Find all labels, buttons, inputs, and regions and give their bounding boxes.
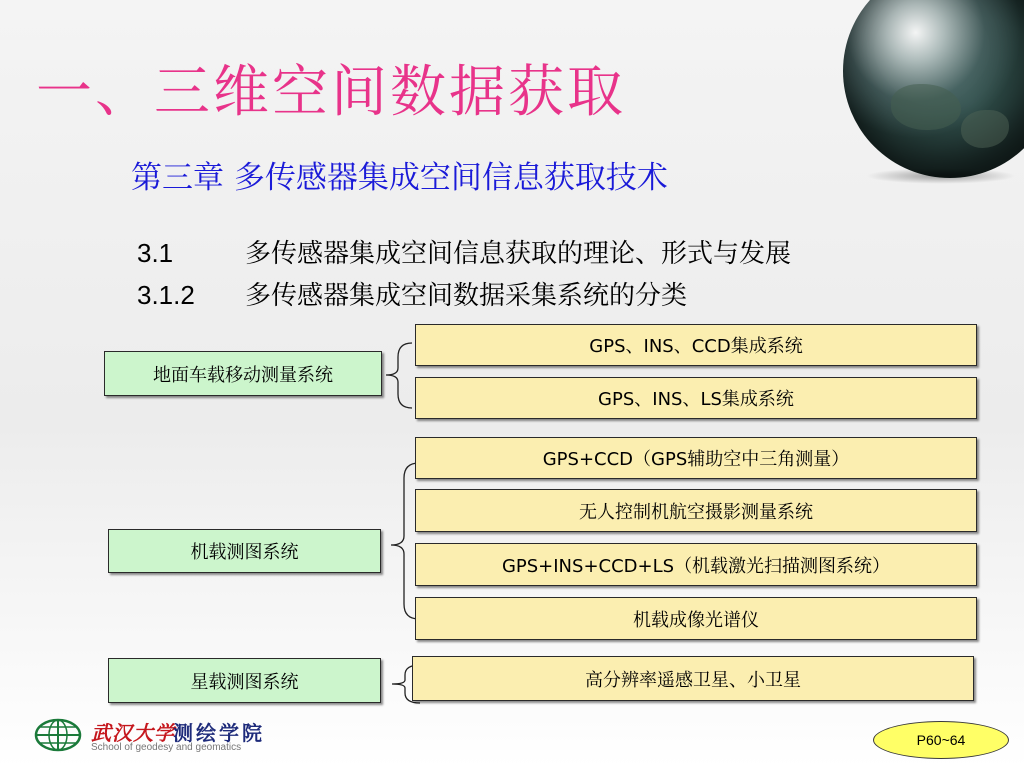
system-item: GPS+CCD（GPS辅助空中三角测量）: [415, 437, 977, 479]
slide-title: 一、三维空间数据获取: [36, 60, 626, 125]
page-reference-badge: P60~64: [873, 721, 1009, 759]
university-logo: [34, 716, 294, 756]
section-text: 多传感器集成空间数据采集系统的分类: [245, 281, 688, 311]
category-ground-vehicle: 地面车载移动测量系统: [104, 351, 382, 396]
system-item: 机载成像光谱仪: [415, 597, 977, 640]
logo-university-name: 武汉大学: [91, 721, 175, 745]
section-number: 3.1: [137, 238, 174, 268]
brace-airborne: [391, 463, 419, 619]
system-item: 高分辨率遥感卫星、小卫星: [412, 656, 974, 701]
system-item: GPS、INS、LS集成系统: [415, 377, 977, 419]
chapter-heading: 第三章 多传感器集成空间信息获取技术: [131, 160, 668, 196]
system-item: GPS、INS、CCD集成系统: [415, 324, 977, 366]
system-item: GPS+INS+CCD+LS（机载激光扫描测图系统）: [415, 543, 977, 586]
university-logo-icon: [34, 718, 82, 752]
section-number: 3.1.2: [137, 280, 195, 310]
brace-ground: [386, 343, 412, 408]
section-text: 多传感器集成空间信息获取的理论、形式与发展: [245, 239, 792, 269]
system-item: 无人控制机航空摄影测量系统: [415, 489, 977, 532]
logo-school-name: 测绘学院: [173, 721, 265, 745]
logo-english-name: School of geodesy and geomatics: [91, 742, 242, 753]
category-spaceborne: 星载测图系统: [108, 658, 381, 703]
category-airborne: 机载测图系统: [108, 529, 381, 573]
